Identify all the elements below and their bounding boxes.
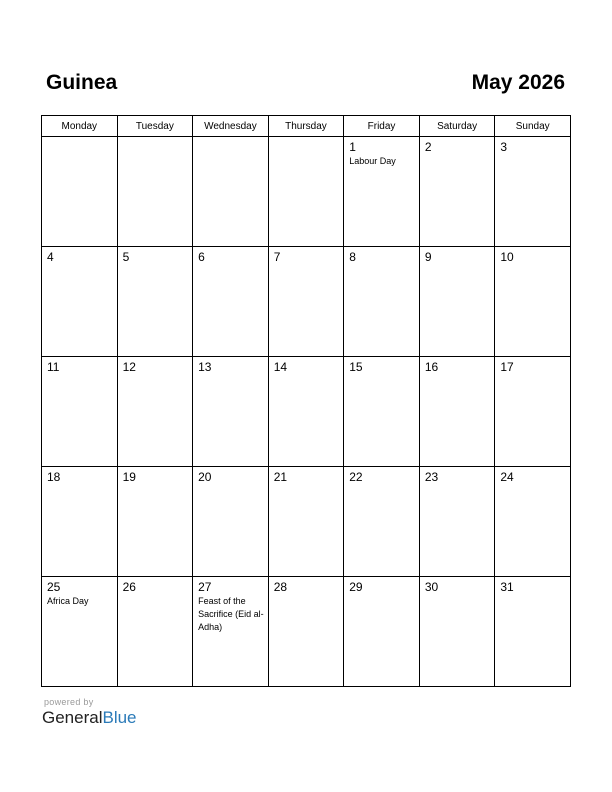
footer-branding xyxy=(42,697,137,728)
day-number: 9 xyxy=(424,250,432,264)
day-cell xyxy=(268,577,344,687)
day-cell xyxy=(42,137,118,247)
day-cell xyxy=(344,467,420,577)
day-cell xyxy=(42,577,118,687)
day-number: 24 xyxy=(500,470,514,484)
day-number: 19 xyxy=(122,470,136,484)
day-number: 1 xyxy=(349,140,356,154)
brand-logo[interactable] xyxy=(42,708,137,728)
day-cell xyxy=(193,137,269,247)
day-number: 29 xyxy=(349,580,363,594)
day-cell xyxy=(268,247,344,357)
day-number: 31 xyxy=(500,580,514,594)
day-cell xyxy=(193,577,269,687)
day-cell xyxy=(495,137,571,247)
weekday-header-row xyxy=(42,116,571,137)
day-cell xyxy=(419,247,495,357)
weekday-header: Tuesday xyxy=(117,116,193,137)
brand-name-part2: Blue xyxy=(102,708,137,727)
holiday-label: Africa Day xyxy=(47,596,89,606)
day-number: 25 xyxy=(47,580,61,594)
day-cell xyxy=(268,357,344,467)
day-number: 16 xyxy=(424,360,439,374)
day-number: 28 xyxy=(273,580,288,594)
day-cell xyxy=(42,467,118,577)
week-row xyxy=(42,467,571,577)
day-cell xyxy=(495,247,571,357)
day-number: 5 xyxy=(122,250,130,264)
day-cell xyxy=(344,357,420,467)
day-number: 8 xyxy=(349,250,356,264)
day-number: 3 xyxy=(500,140,508,154)
day-cell xyxy=(193,247,269,357)
day-number: 15 xyxy=(349,360,363,374)
weekday-header: Wednesday xyxy=(193,116,269,137)
day-cell xyxy=(193,357,269,467)
day-cell xyxy=(495,357,571,467)
day-number: 18 xyxy=(47,470,61,484)
week-row xyxy=(42,247,571,357)
holiday-label: Feast of the Sacrifice (Eid al-Adha) xyxy=(198,596,264,632)
day-number: 27 xyxy=(198,580,212,594)
day-number: 17 xyxy=(500,360,514,374)
day-number: 26 xyxy=(122,580,136,594)
day-number: 14 xyxy=(273,360,288,374)
day-cell xyxy=(117,137,193,247)
weekday-header: Friday xyxy=(344,116,420,137)
week-row xyxy=(42,137,571,247)
day-cell xyxy=(495,577,571,687)
weekday-header: Monday xyxy=(42,116,118,137)
day-cell xyxy=(193,467,269,577)
day-number: 12 xyxy=(122,360,136,374)
holiday-label: Labour Day xyxy=(349,156,396,166)
day-number: 23 xyxy=(424,470,439,484)
day-number: 11 xyxy=(47,360,60,374)
day-cell xyxy=(268,137,344,247)
day-cell xyxy=(42,357,118,467)
calendar-month-year: May 2026 xyxy=(471,71,565,94)
day-cell xyxy=(268,467,344,577)
day-cell xyxy=(117,357,193,467)
day-number: 7 xyxy=(273,250,281,264)
week-row xyxy=(42,577,571,687)
day-cell xyxy=(344,577,420,687)
week-row xyxy=(42,357,571,467)
day-cell xyxy=(419,357,495,467)
day-number: 20 xyxy=(198,470,212,484)
day-cell xyxy=(495,467,571,577)
day-cell xyxy=(117,467,193,577)
day-cell xyxy=(419,577,495,687)
day-number: 22 xyxy=(349,470,363,484)
day-cell xyxy=(117,577,193,687)
weekday-header: Thursday xyxy=(268,116,344,137)
weekday-header: Sunday xyxy=(495,116,571,137)
day-number: 4 xyxy=(47,250,54,264)
day-cell xyxy=(117,247,193,357)
powered-by-label: powered by xyxy=(44,697,94,707)
day-cell xyxy=(42,247,118,357)
weekday-header: Saturday xyxy=(419,116,495,137)
day-cell xyxy=(419,467,495,577)
brand-name-part1: General xyxy=(42,708,103,727)
calendar-country: Guinea xyxy=(46,71,118,94)
day-number: 2 xyxy=(424,140,432,154)
day-cell xyxy=(419,137,495,247)
day-cell xyxy=(344,137,420,247)
calendar-grid xyxy=(41,115,571,687)
day-cell xyxy=(344,247,420,357)
day-number: 30 xyxy=(424,580,439,594)
day-number: 13 xyxy=(198,360,212,374)
day-number: 21 xyxy=(273,470,288,484)
day-number: 10 xyxy=(500,250,514,264)
day-number: 6 xyxy=(198,250,205,264)
